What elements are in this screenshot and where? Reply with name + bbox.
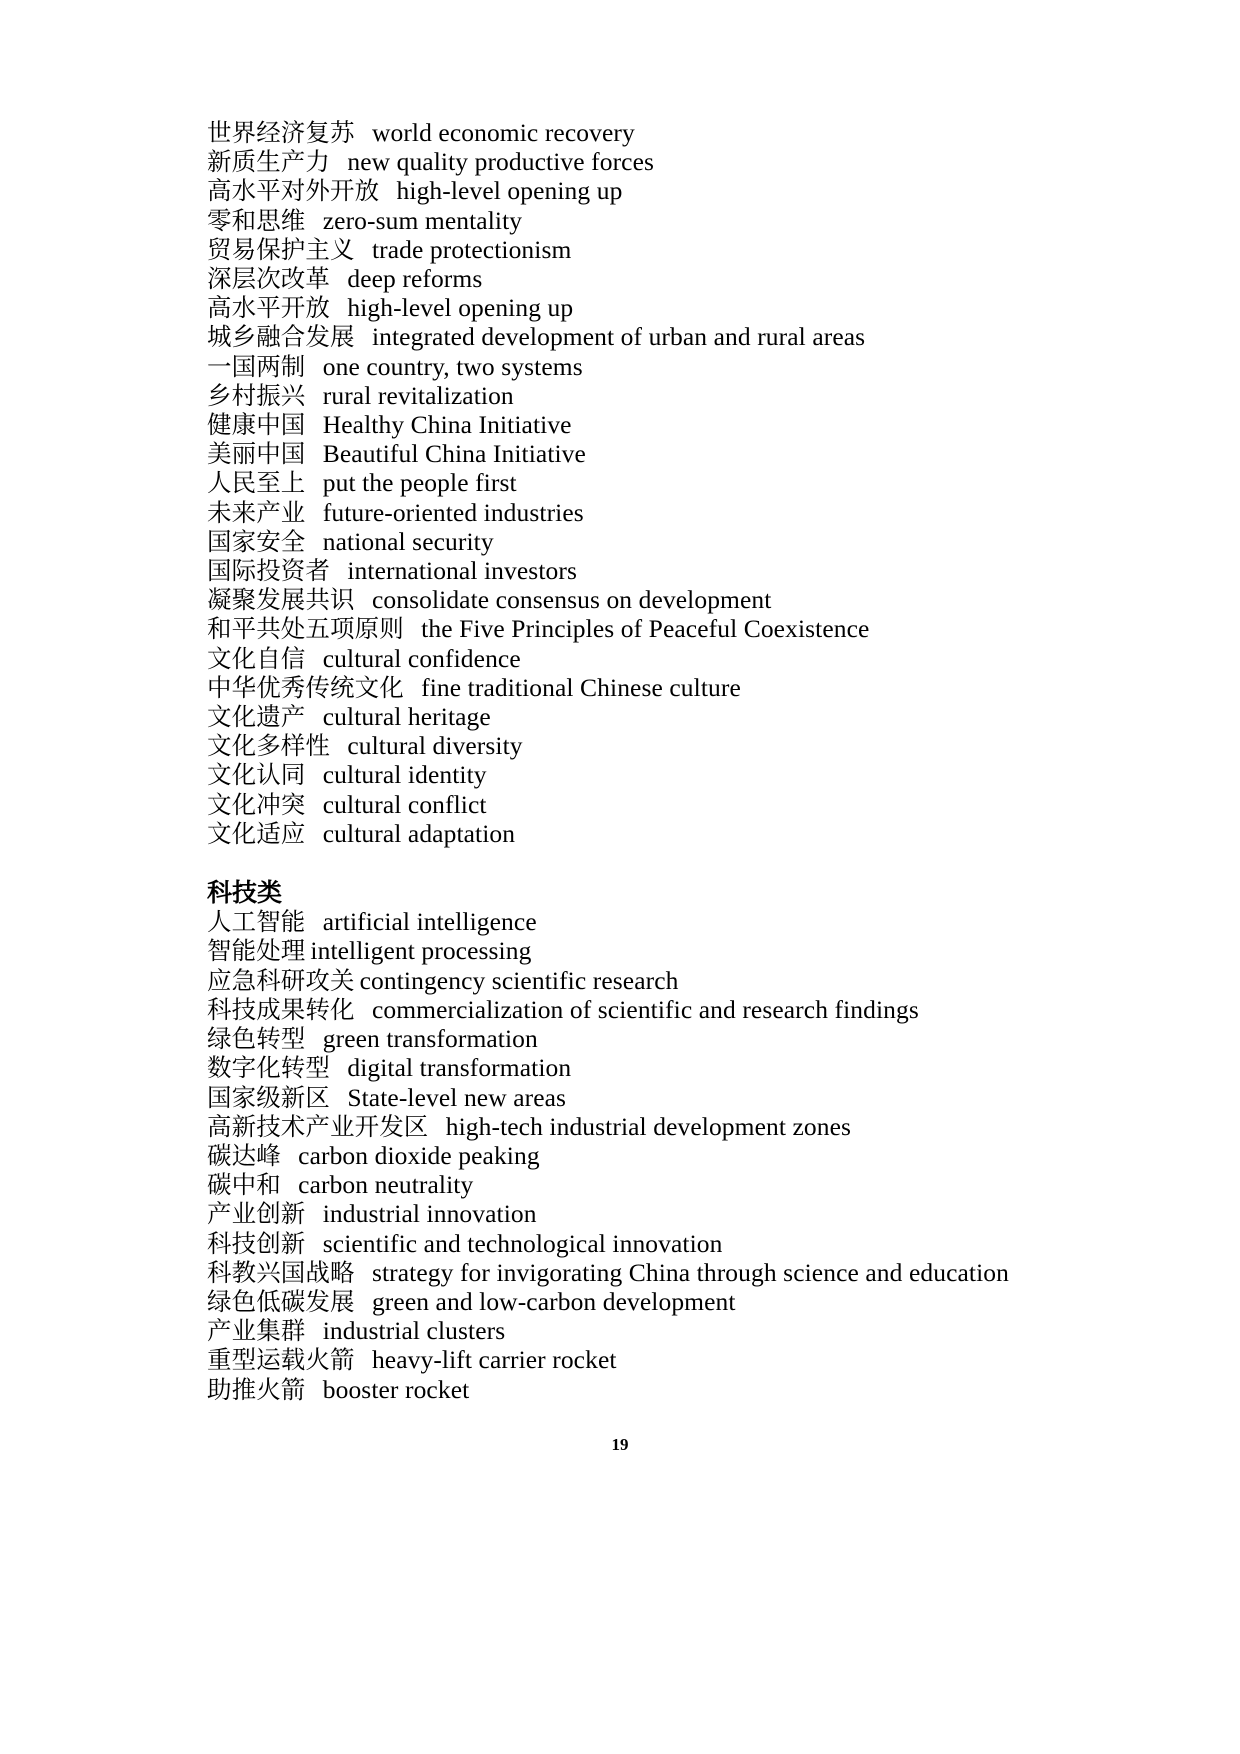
- glossary-entry: [207, 1024, 1090, 1053]
- glossary-entry: [207, 206, 1090, 235]
- term-chinese: 应急科研攻关: [207, 965, 355, 995]
- term-english: the Five Principles of Peaceful Coexistence: [421, 614, 870, 644]
- term-english: Beautiful China Initiative: [322, 439, 586, 469]
- glossary-entry: [207, 1199, 1090, 1228]
- term-chinese: 凝聚发展共识: [207, 585, 355, 615]
- term-chinese: 文化遗产: [207, 702, 306, 732]
- term-english: cultural heritage: [322, 702, 491, 732]
- glossary-entry: [207, 1316, 1090, 1345]
- term-chinese: 城乡融合发展: [207, 322, 355, 352]
- term-english: rural revitalization: [322, 380, 514, 410]
- glossary-entry: [207, 498, 1090, 527]
- term-chinese: 文化认同: [207, 760, 306, 790]
- term-chinese: 高水平开放: [207, 293, 330, 323]
- term-english: industrial innovation: [322, 1199, 537, 1229]
- term-english: industrial clusters: [322, 1316, 506, 1346]
- term-english: cultural confidence: [322, 643, 521, 673]
- glossary-entry: [207, 556, 1090, 585]
- glossary-entry: [207, 966, 1090, 995]
- glossary-entry: [207, 995, 1090, 1024]
- term-chinese: 乡村振兴: [207, 380, 306, 410]
- glossary-entry: [207, 1229, 1090, 1258]
- page-number: 19: [611, 1435, 629, 1454]
- term-chinese: 助推火箭: [207, 1374, 306, 1404]
- glossary-entry: [207, 468, 1090, 497]
- term-chinese: 碳中和: [207, 1170, 281, 1200]
- glossary-entry: [207, 1083, 1090, 1112]
- term-chinese: 产业创新: [207, 1199, 306, 1229]
- glossary-list: [207, 118, 1090, 848]
- term-chinese: 文化自信: [207, 643, 306, 673]
- glossary-entry: [207, 760, 1090, 789]
- term-english: high-level opening up: [396, 176, 623, 206]
- term-chinese: 世界经济复苏: [207, 118, 355, 147]
- glossary-entry: [207, 1375, 1090, 1404]
- term-chinese: 一国两制: [207, 351, 306, 381]
- term-chinese: 科技成果转化: [207, 994, 355, 1024]
- term-english: international investors: [347, 556, 577, 586]
- term-chinese: 重型运载火箭: [207, 1345, 355, 1375]
- term-english: commercialization of scientific and research findings: [371, 994, 919, 1024]
- term-english: put the people first: [322, 468, 517, 498]
- term-chinese: 人工智能: [207, 907, 306, 937]
- term-chinese: 健康中国: [207, 410, 306, 440]
- term-chinese: 中华优秀传统文化: [207, 672, 404, 702]
- glossary-entry: [207, 352, 1090, 381]
- term-english: world economic recovery: [371, 118, 635, 147]
- glossary-entry: [207, 410, 1090, 439]
- glossary-entry: [207, 614, 1090, 643]
- term-english: cultural diversity: [347, 731, 523, 761]
- term-english: booster rocket: [322, 1374, 470, 1404]
- term-chinese: 国家级新区: [207, 1082, 330, 1112]
- term-chinese: 科教兴国战略: [207, 1257, 355, 1287]
- glossary-entry: [207, 731, 1090, 760]
- term-chinese: 绿色转型: [207, 1024, 306, 1054]
- glossary-entry: [207, 527, 1090, 556]
- term-english: cultural adaptation: [322, 818, 516, 848]
- term-english: green and low-carbon development: [371, 1286, 736, 1316]
- term-english: State-level new areas: [347, 1082, 567, 1112]
- term-chinese: 碳达峰: [207, 1140, 281, 1170]
- section-spacer: [207, 848, 1090, 878]
- glossary-entry: [207, 1112, 1090, 1141]
- term-english: scientific and technological innovation: [322, 1228, 723, 1258]
- term-english: trade protectionism: [371, 234, 572, 264]
- glossary-sections: [207, 118, 1090, 1404]
- term-chinese: 国际投资者: [207, 556, 330, 586]
- term-english: intelligent processing: [310, 936, 532, 966]
- term-english: cultural identity: [322, 760, 487, 790]
- term-chinese: 数字化转型: [207, 1053, 330, 1083]
- glossary-entry: [207, 1345, 1090, 1374]
- term-english: artificial intelligence: [322, 907, 537, 937]
- glossary-entry: [207, 118, 1090, 147]
- term-chinese: 文化冲突: [207, 789, 306, 819]
- term-chinese: 和平共处五项原则: [207, 614, 404, 644]
- glossary-entry: [207, 1287, 1090, 1316]
- term-english: Healthy China Initiative: [322, 410, 572, 440]
- glossary-entry: [207, 1141, 1090, 1170]
- term-chinese: 智能处理: [207, 936, 306, 966]
- term-english: fine traditional Chinese culture: [421, 672, 741, 702]
- glossary-entry: [207, 322, 1090, 351]
- section-heading: 科技类: [207, 878, 283, 908]
- term-english: high-level opening up: [347, 293, 574, 323]
- term-chinese: 绿色低碳发展: [207, 1286, 355, 1316]
- glossary-entry: [207, 293, 1090, 322]
- term-english: zero-sum mentality: [322, 205, 523, 235]
- glossary-entry: [207, 264, 1090, 293]
- term-english: consolidate consensus on development: [371, 585, 772, 615]
- glossary-entry: [207, 1258, 1090, 1287]
- term-chinese: 深层次改革: [207, 264, 330, 294]
- term-english: national security: [322, 526, 494, 556]
- term-english: new quality productive forces: [347, 147, 655, 177]
- term-chinese: 国家安全: [207, 526, 306, 556]
- glossary-entry: [207, 819, 1090, 848]
- term-chinese: 人民至上: [207, 468, 306, 498]
- term-chinese: 高水平对外开放: [207, 176, 380, 206]
- glossary-entry: [207, 147, 1090, 176]
- term-english: carbon dioxide peaking: [298, 1140, 540, 1170]
- glossary-entry: [207, 936, 1090, 965]
- term-english: strategy for invigorating China through science and education: [371, 1257, 1009, 1287]
- term-chinese: 文化多样性: [207, 731, 330, 761]
- term-chinese: 科技创新: [207, 1228, 306, 1258]
- glossary-entry: [207, 673, 1090, 702]
- glossary-entry: [207, 702, 1090, 731]
- glossary-list: [207, 907, 1090, 1403]
- glossary-entry: [207, 1053, 1090, 1082]
- term-chinese: 高新技术产业开发区: [207, 1111, 429, 1141]
- glossary-section: [207, 848, 1090, 1404]
- term-chinese: 新质生产力: [207, 147, 330, 177]
- term-english: carbon neutrality: [298, 1170, 474, 1200]
- term-english: contingency scientific research: [359, 965, 679, 995]
- glossary-section: [207, 118, 1090, 848]
- term-english: cultural conflict: [322, 789, 487, 819]
- term-english: heavy-lift carrier rocket: [371, 1345, 617, 1375]
- glossary-entry: [207, 585, 1090, 614]
- term-chinese: 文化适应: [207, 818, 306, 848]
- term-chinese: 零和思维: [207, 205, 306, 235]
- term-chinese: 未来产业: [207, 497, 306, 527]
- glossary-entry: [207, 235, 1090, 264]
- glossary-entry: [207, 381, 1090, 410]
- glossary-entry: [207, 907, 1090, 936]
- term-chinese: 贸易保护主义: [207, 234, 355, 264]
- glossary-entry: [207, 176, 1090, 205]
- term-chinese: 产业集群: [207, 1316, 306, 1346]
- term-english: deep reforms: [347, 264, 483, 294]
- term-english: high-tech industrial development zones: [445, 1111, 852, 1141]
- glossary-entry: [207, 439, 1090, 468]
- glossary-entry: [207, 1170, 1090, 1199]
- glossary-entry: [207, 790, 1090, 819]
- glossary-entry: [207, 644, 1090, 673]
- term-english: future-oriented industries: [322, 497, 584, 527]
- term-english: digital transformation: [347, 1053, 572, 1083]
- term-english: one country, two systems: [322, 351, 583, 381]
- term-chinese: 美丽中国: [207, 439, 306, 469]
- term-english: green transformation: [322, 1024, 538, 1054]
- term-english: integrated development of urban and rural areas: [371, 322, 866, 352]
